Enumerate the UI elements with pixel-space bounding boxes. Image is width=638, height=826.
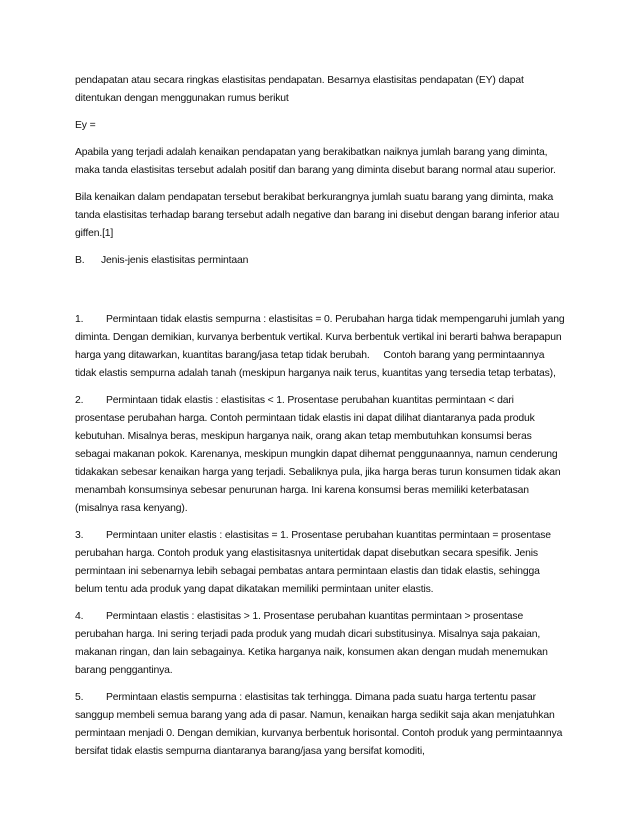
list-item-4 [75,608,566,680]
paragraph-income-elasticity-intro: pendapatan atau secara ringkas elastisitas pendapatan. Besarnya elastisitas pendapatan (EY) dapat ditentukan dengan menggunakan rumus berikut [75,75,524,104]
section-heading: B. Jenis-jenis elastisitas permintaan [75,255,249,266]
item-number: 4. [75,611,84,622]
paragraph-normal-goods: Apabila yang terjadi adalah kenaikan pendapatan yang berakibatkan naiknya jumlah barang yang diminta, maka tanda elastisitas tersebut adalah positif dan barang yang diminta disebut barang normal atau superior. [75,147,556,176]
item-text: Permintaan tidak elastis sempurna : elastisitas = 0. Perubahan harga tidak mempengaruhi jumlah yang diminta. Dengan demikian, kurvanya berbentuk vertikal. Kurva berbentuk vertikal ini berarti bahwa berapapun harga yang ditawarkan, kuantitas barang/jasa tetap tidak berubah. Contoh barang yang permintaannya tidak elastis sempurna adalah tanah (meskipun harganya naik terus, kuantitas yang tersedia tetap terbatas), [75,314,565,379]
list-item-2 [75,392,566,518]
item-number: 3. [75,530,84,541]
item-number: 5. [75,692,84,703]
spacer [75,279,566,311]
item-text: Permintaan elastis : elastisitas > 1. Prosentase perubahan kuantitas permintaan > prosentase perubahan harga. Ini sering terjadi pada produk yang mudah dicari substitusinya. Misalnya saja pakaian, makanan ringan, dan lain sebagainya. Ketika harganya naik, konsumen akan dengan mudah menemukan barang penggantinya. [75,611,548,676]
paragraph-inferior-goods: Bila kenaikan dalam pendapatan tersebut berakibat berkurangnya jumlah suatu barang yang diminta, maka tanda elastisitas terhadap barang tersebut adalh negative dan barang ini disebut dengan barang inferior atau giffen.[1] [75,192,560,239]
item-number: 2. [75,395,84,406]
list-item-1 [75,311,566,383]
item-text: Permintaan uniter elastis : elastisitas = 1. Prosentase perubahan kuantitas permintaan = prosentase perubahan harga. Contoh produk yang elastisitasnya unitertidak dapat disebutkan secara spesifik. Jenis permintaan ini sebenarnya lebih sebagai pembatas antara permintaan elastis dan tidak elastis, sehingga belum tentu ada produk yang dapat dikatakan memiliki permintaan uniter elastis. [75,530,551,595]
paragraph-ey-formula: Ey = [75,120,96,131]
list-item-5 [75,689,566,761]
item-text: Permintaan elastis sempurna : elastisitas tak terhingga. Dimana pada suatu harga tertentu pasar sanggup membeli semua barang yang ada di pasar. Namun, kenaikan harga sedikit saja akan menjatuhkan permintaan menjadi 0. Dengan demikian, kurvanya berbentuk horisontal. Contoh produk yang permintaannya bersifat tidak elastis sempurna diantaranya barang/jasa yang bersifat komoditi, [75,692,563,757]
list-item-3 [75,527,566,599]
item-number: 1. [75,314,84,325]
item-text: Permintaan tidak elastis : elastisitas < 1. Prosentase perubahan kuantitas permintaan < dari prosentase perubahan harga. Contoh permintaan tidak elastis ini dapat dilihat diantaranya pada produk kebutuhan. Misalnya beras, meskipun harganya naik, orang akan tetap membutuhkan konsumsi beras sebagai makanan pokok. Karenanya, meskipun mungkin dapat dihemat penggunaannya, namun cenderung tidakakan sebesar kenaikan harga yang terjadi. Sebaliknya pula, jika harga beras turun konsumen tidak akan menambah konsumsinya sebesar penurunan harga. Ini karena konsumsi beras memiliki keterbatasan (misalnya rasa kenyang). [75,395,561,514]
